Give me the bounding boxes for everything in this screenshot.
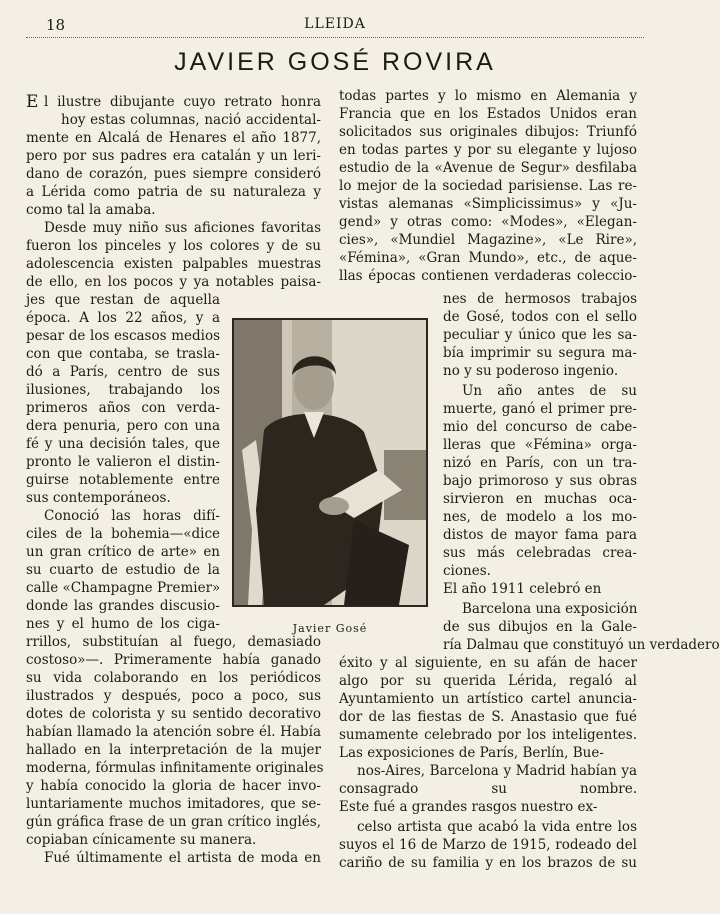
text-line: gend» y otras como: «Modes», «Elegan- <box>339 214 637 230</box>
text-line: ilustrados y después, poco a poco, sus <box>26 688 321 704</box>
text-line: dera penuria, pero con una <box>26 418 220 434</box>
text-line: celso artista que acabó la vida entre los <box>357 819 637 835</box>
text-line: sus contemporáneos. <box>26 490 171 506</box>
portrait-illustration <box>234 320 426 605</box>
text-line: no y su poderoso ingenio. <box>443 363 619 379</box>
text-line: fé y una decisión tales, que <box>26 436 220 452</box>
text-line: muerte, ganó el primer pre- <box>443 401 637 417</box>
text-line: de sus dibujos en la Gale- <box>443 619 637 635</box>
text-line: El año 1911 celebró en <box>443 581 602 597</box>
text-line: fueron los pinceles y los colores y de su <box>26 238 321 254</box>
text-line: dotes de colorista y su sentido decorativo <box>26 706 321 722</box>
text-line: Las exposiciones de París, Berlín, Bue- <box>339 745 604 761</box>
text-line: llas épocas contienen verdaderas coleccio- <box>339 268 637 284</box>
text-line: nes y el humo de los ciga- <box>26 616 220 632</box>
text-line: gún gráfica frase de un gran crítico inglés, <box>26 814 321 830</box>
text-line: guirse notablemente entre <box>26 472 220 488</box>
text-line: adolescencia existen palpables muestras <box>26 256 321 272</box>
text-line: peculiar y único que les sa- <box>443 327 637 343</box>
text-line: lleras que «Fémina» orga- <box>443 437 637 453</box>
text-line: su cuarto de estudio de la <box>26 562 220 578</box>
text-line: dor de las fiestas de S. Anastasio que fué <box>339 709 637 725</box>
drop-cap: E <box>26 92 39 112</box>
text-line: pesar de los escasos medios <box>26 328 220 344</box>
text-line: moderna, fórmulas infinitamente originales <box>26 760 324 776</box>
text-line: Ayuntamiento un artístico cartel anuncia- <box>339 691 637 707</box>
text-line: costoso»—. Primeramente había ganado <box>26 652 321 668</box>
text-line: habían llamado la atención sobre él. Había <box>26 724 321 740</box>
article-title: JAVIER GOSÉ ROVIRA <box>174 48 496 76</box>
text-line: nes, de modelo a los mo- <box>443 509 637 525</box>
text-line: pero por sus padres era catalán y un leri- <box>26 148 321 164</box>
text-line: todas partes y lo mismo en Alemania y <box>339 88 637 104</box>
text-line: sirvieron en muchas oca- <box>443 491 637 507</box>
text-line: bajo primoroso y sus obras <box>443 473 637 489</box>
text-line: mio del concurso de cabe- <box>443 419 637 435</box>
text-line: nes de hermosos trabajos <box>443 291 637 307</box>
text-line: nizó en París, con un tra- <box>443 455 637 471</box>
text-line: y había conocido la gloria de hacer invo- <box>26 778 321 794</box>
text-line: de ello, en los pocos y ya notables paisa- <box>26 274 321 290</box>
text-line: cariño de su familia y en los brazos de su <box>339 855 637 871</box>
text-line: calle «Champagne Premier» <box>26 580 221 596</box>
text-line: hoy estas columnas, nació accidental- <box>61 112 321 128</box>
text-line: consagrado su nombre. <box>339 781 637 797</box>
text-line: ilusiones, trabajando los <box>26 382 220 398</box>
journal-name: LLEIDA <box>304 16 366 32</box>
text-line: Francia que en los Estados Unidos eran <box>339 106 637 122</box>
text-line: su vida colaborando en los periódicos <box>26 670 321 686</box>
text-line: Desde muy niño sus aficiones favoritas <box>44 220 321 236</box>
text-line: estudio de la «Avenue de Segur» desfilaba <box>339 160 637 176</box>
text-line: lo mejor de la sociedad parisiense. Las re- <box>339 178 637 194</box>
text-line <box>339 872 637 891</box>
portrait-photo <box>232 318 428 607</box>
text-line: dó a París, centro de sus <box>26 364 220 380</box>
text-line: vistas alemanas «Simplicissimus» y «Ju- <box>339 196 637 212</box>
text-line: primeros años con verda- <box>26 400 220 416</box>
text-line: l ilustre dibujante cuyo retrato honra <box>44 94 321 110</box>
text-line: hallado en la interpretación de la mujer <box>26 742 321 758</box>
text-line: algo por su querida Lérida, regaló al <box>339 673 637 689</box>
text-line: de Gosé, todos con el sello <box>443 309 637 325</box>
text-line: solicitados sus originales dibujos: Triunfó <box>339 124 637 140</box>
text-line: nos-Aires, Barcelona y Madrid habían ya <box>357 763 637 779</box>
text-line: en todas partes y por su elegante y lujoso <box>339 142 637 158</box>
text-line: sus más celebradas crea- <box>443 545 637 561</box>
text-line: Fué últimamente el artista de moda en <box>44 850 321 866</box>
text-line: copiaban cínicamente su manera. <box>26 832 257 848</box>
text-line: distos de mayor fama para <box>443 527 637 543</box>
text-line: dano de corazón, pues siempre consideró <box>26 166 321 182</box>
text-line: sumamente celebrado por los inteligentes. <box>339 727 637 743</box>
text-line: con que contaba, se trasla- <box>26 346 220 362</box>
text-line: Este fué a grandes rasgos nuestro ex- <box>339 799 598 815</box>
text-line: bía imprimir su segura ma- <box>443 345 637 361</box>
text-line: pronto le valieron el distin- <box>26 454 220 470</box>
text-line: época. A los 22 años, y a <box>26 310 220 326</box>
text-line: Un año antes de su <box>462 383 637 399</box>
text-line: ría Dalmau que constituyó un verdadero <box>443 637 720 653</box>
text-line: luntariamente muchos imitadores, que se- <box>26 796 321 812</box>
photo-caption: Javier Gosé <box>292 622 368 635</box>
text-line: Conoció las horas difí- <box>44 508 220 524</box>
text-line: rrillos, substituían al fuego, demasiado <box>26 634 321 650</box>
text-line: «Fémina», «Gran Mundo», etc., de aque- <box>339 250 637 266</box>
text-line: ciones. <box>443 563 491 579</box>
text-line: mente en Alcalá de Henares el año 1877, <box>26 130 321 146</box>
text-line: jes que restan de aquella <box>26 292 220 308</box>
page-number: 18 <box>46 16 66 34</box>
text-line: un gran crítico de arte» en <box>26 544 220 560</box>
text-line: ciles de la bohemia—«dice <box>26 526 220 542</box>
text-line: como tal la amaba. <box>26 202 156 218</box>
text-line: éxito y al siguiente, en su afán de hacer <box>339 655 637 671</box>
text-line: donde las grandes discusio- <box>26 598 220 614</box>
text-line: a Lérida como patria de su naturaleza y <box>26 184 321 200</box>
text-line: cies», «Mundiel Magazine», «Le Rire», <box>339 232 637 248</box>
text-line: Barcelona una exposición <box>462 601 638 617</box>
text-line: suyos el 16 de Marzo de 1915, rodeado del <box>339 837 637 853</box>
